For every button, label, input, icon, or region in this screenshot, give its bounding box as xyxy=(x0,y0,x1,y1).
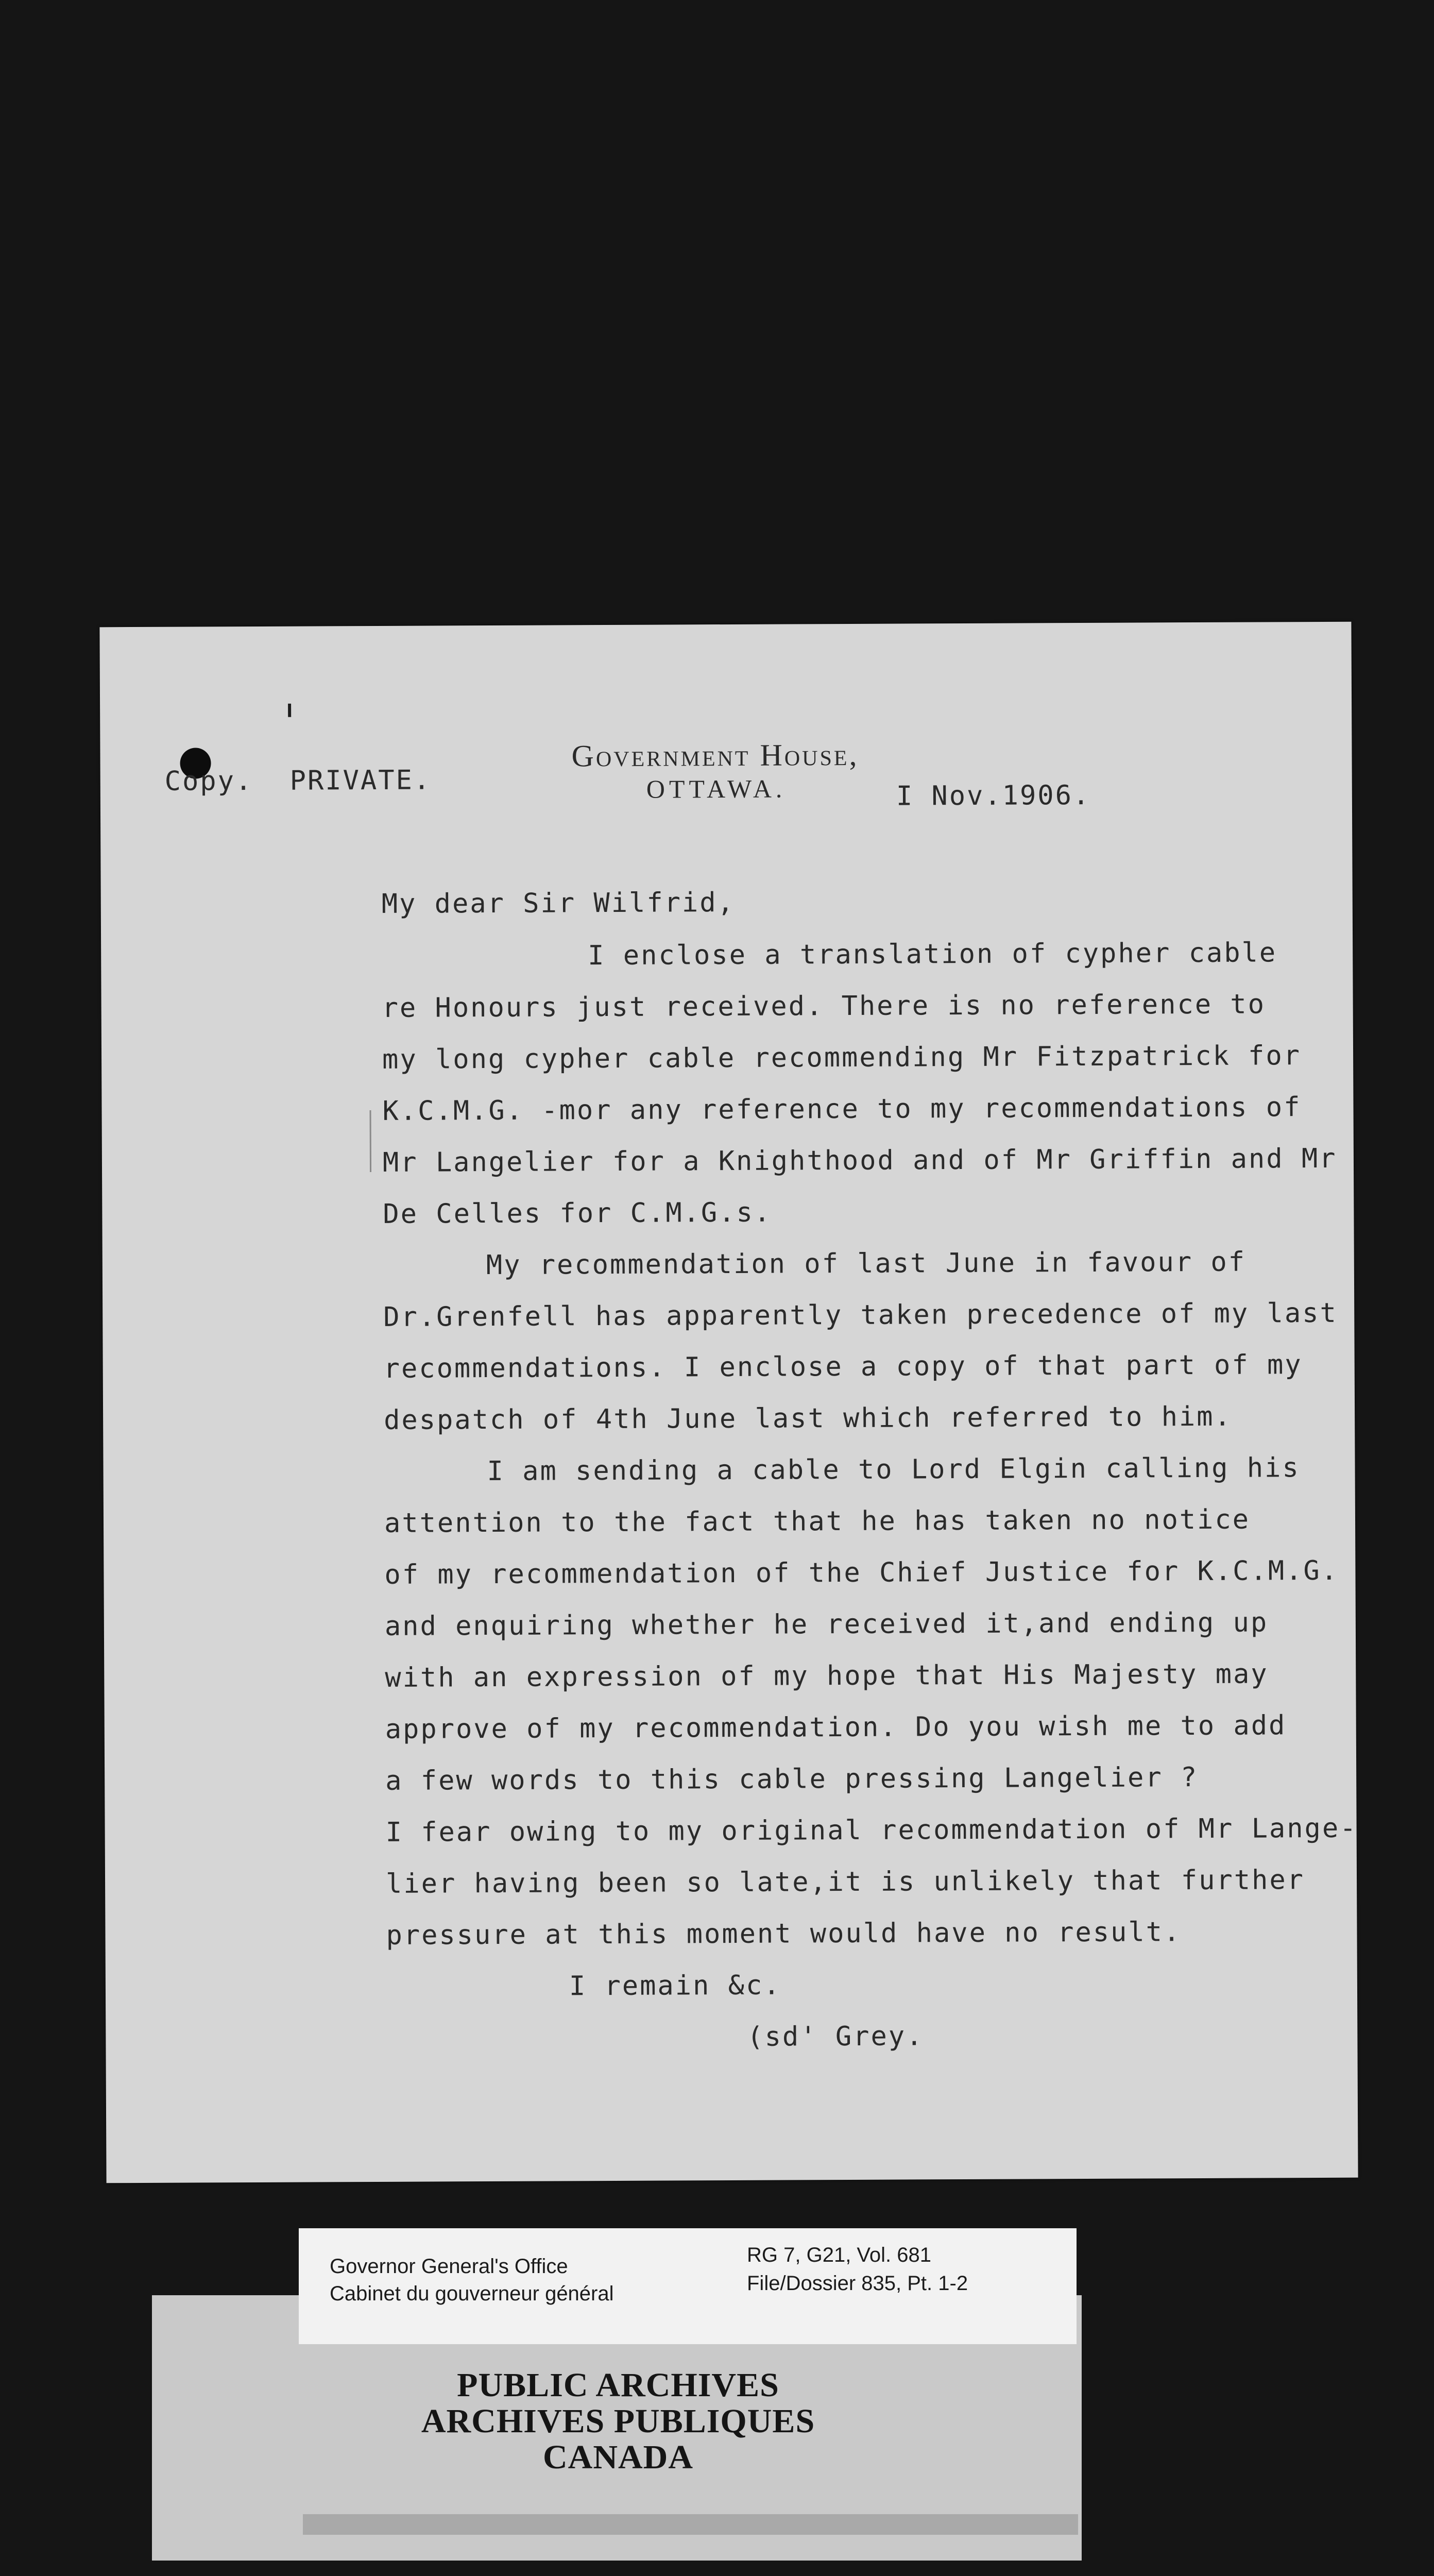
body-line: Dr.Grenfell has apparently taken precedence of my last xyxy=(383,1297,1338,1333)
body-line: despatch of 4th June last which referred to him. xyxy=(384,1401,1232,1436)
body-line: my long cypher cable recommending Mr Fitzpatrick for xyxy=(382,1040,1302,1075)
letter-date: I Nov.1906. xyxy=(896,779,1091,812)
stamp-line-en: PUBLIC ARCHIVES xyxy=(457,2366,779,2404)
body-line: of my recommendation of the Chief Justice for K.C.M.G. xyxy=(384,1555,1339,1590)
body-line: attention to the fact that he has taken no notice xyxy=(384,1504,1251,1539)
body-line: Mr Langelier for a Knighthood and of Mr Griffin and Mr xyxy=(382,1143,1337,1178)
letterhead-city: OTTAWA. xyxy=(646,774,787,804)
public-archives-stamp xyxy=(155,2367,1082,2476)
copy-label: Copy. xyxy=(164,766,253,797)
private-label: PRIVATE. xyxy=(289,765,432,796)
salutation: My dear Sir Wilfrid, xyxy=(381,887,736,920)
letterhead-house: Government House, xyxy=(571,737,859,773)
margin-mark xyxy=(370,1110,372,1172)
body-line: I fear owing to my original recommendation of Mr Lange- xyxy=(385,1812,1358,1848)
body-line: recommendations. I enclose a copy of that part of my xyxy=(383,1349,1303,1384)
signature: (sd' Grey. xyxy=(747,2021,924,2053)
archive-file: File/Dossier 835, Pt. 1-2 xyxy=(747,2272,968,2295)
body-line: a few words to this cable pressing Langelier ? xyxy=(385,1762,1199,1797)
body-line: De Celles for C.M.G.s. xyxy=(383,1197,772,1230)
archive-label xyxy=(299,2228,1077,2344)
body-line: and enquiring whether he received it,and ending up xyxy=(384,1607,1269,1642)
office-en: Governor General's Office xyxy=(330,2255,568,2278)
body-line: I am sending a cable to Lord Elgin calling his xyxy=(487,1452,1300,1487)
body-line: My recommendation of last June in favour of xyxy=(486,1246,1247,1281)
archive-ref: RG 7, G21, Vol. 681 xyxy=(747,2244,931,2266)
pencil-mark xyxy=(288,704,291,717)
body-line: K.C.M.G. -mor any reference to my recommendations of xyxy=(382,1092,1302,1127)
body-line: with an expression of my hope that His Majesty may xyxy=(385,1658,1269,1693)
body-line: re Honours just received. There is no reference to xyxy=(382,989,1266,1024)
office-fr: Cabinet du gouverneur général xyxy=(330,2282,614,2305)
letter-page xyxy=(99,622,1358,2183)
label-bottom-strip xyxy=(303,2514,1078,2535)
body-line: pressure at this moment would have no result. xyxy=(386,1917,1182,1951)
closing: I remain &c. xyxy=(569,1970,781,2002)
body-line: approve of my recommendation. Do you wish me to add xyxy=(385,1710,1287,1745)
stamp-line-country: CANADA xyxy=(543,2438,693,2476)
body-line: lier having been so late,it is unlikely that further xyxy=(385,1865,1305,1900)
stamp-line-fr: ARCHIVES PUBLIQUES xyxy=(421,2402,815,2440)
body-line: I enclose a translation of cypher cable xyxy=(588,937,1277,972)
